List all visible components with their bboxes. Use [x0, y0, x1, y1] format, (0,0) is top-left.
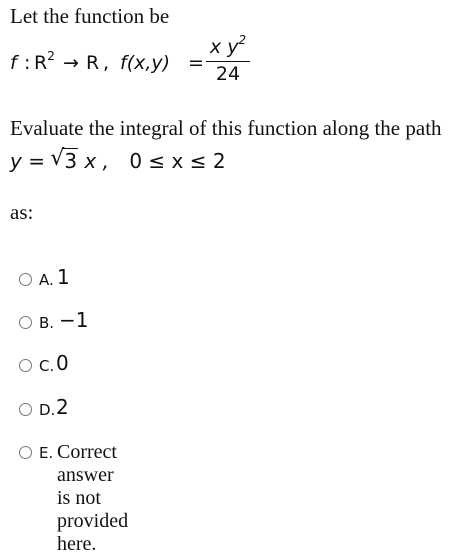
option-text: 0 — [56, 351, 69, 375]
option-text: 2 — [56, 395, 69, 419]
function-expression: f(x,y) — [120, 52, 171, 74]
radicand: 3 — [64, 149, 78, 173]
function-colon: : — [24, 52, 31, 74]
function-fraction — [206, 33, 250, 85]
option-letter: D. — [39, 401, 56, 419]
radio-button[interactable] — [19, 446, 32, 459]
radical-sign-icon: √ — [50, 146, 65, 171]
path-lhs: y = — [10, 149, 45, 173]
function-name: f — [10, 52, 17, 74]
radio-button[interactable] — [19, 273, 32, 286]
option-letter: A. — [39, 271, 54, 289]
path-expression — [10, 146, 226, 173]
radio-button[interactable] — [19, 316, 32, 329]
option-text: 1 — [57, 265, 70, 289]
option-text: Correct answer is not provided here. — [57, 441, 129, 555]
arrow-icon: → — [63, 52, 79, 74]
function-codomain: R — [86, 52, 100, 74]
option-letter: B. — [39, 314, 55, 332]
question-text: Evaluate the integral of this function along the path — [10, 116, 442, 140]
radio-button[interactable] — [19, 359, 32, 372]
radio-button[interactable] — [19, 403, 32, 416]
function-equals: = — [188, 52, 204, 74]
option-text: −1 — [59, 308, 89, 332]
option-letter: E. — [39, 444, 54, 462]
intro-text: Let the function be — [10, 4, 170, 28]
fraction-bar — [206, 61, 250, 62]
path-range: 0 ≤ x ≤ 2 — [129, 149, 226, 173]
as-label: as: — [10, 200, 34, 224]
function-comma: , — [103, 52, 110, 74]
sqrt-expression — [50, 146, 78, 173]
option-letter: C. — [39, 357, 55, 375]
function-domain: $R^2$ — [34, 49, 55, 74]
fraction-numerator: x $y^2$ — [209, 33, 247, 58]
fraction-denominator: 24 — [215, 63, 241, 85]
path-x: x , — [84, 149, 109, 173]
